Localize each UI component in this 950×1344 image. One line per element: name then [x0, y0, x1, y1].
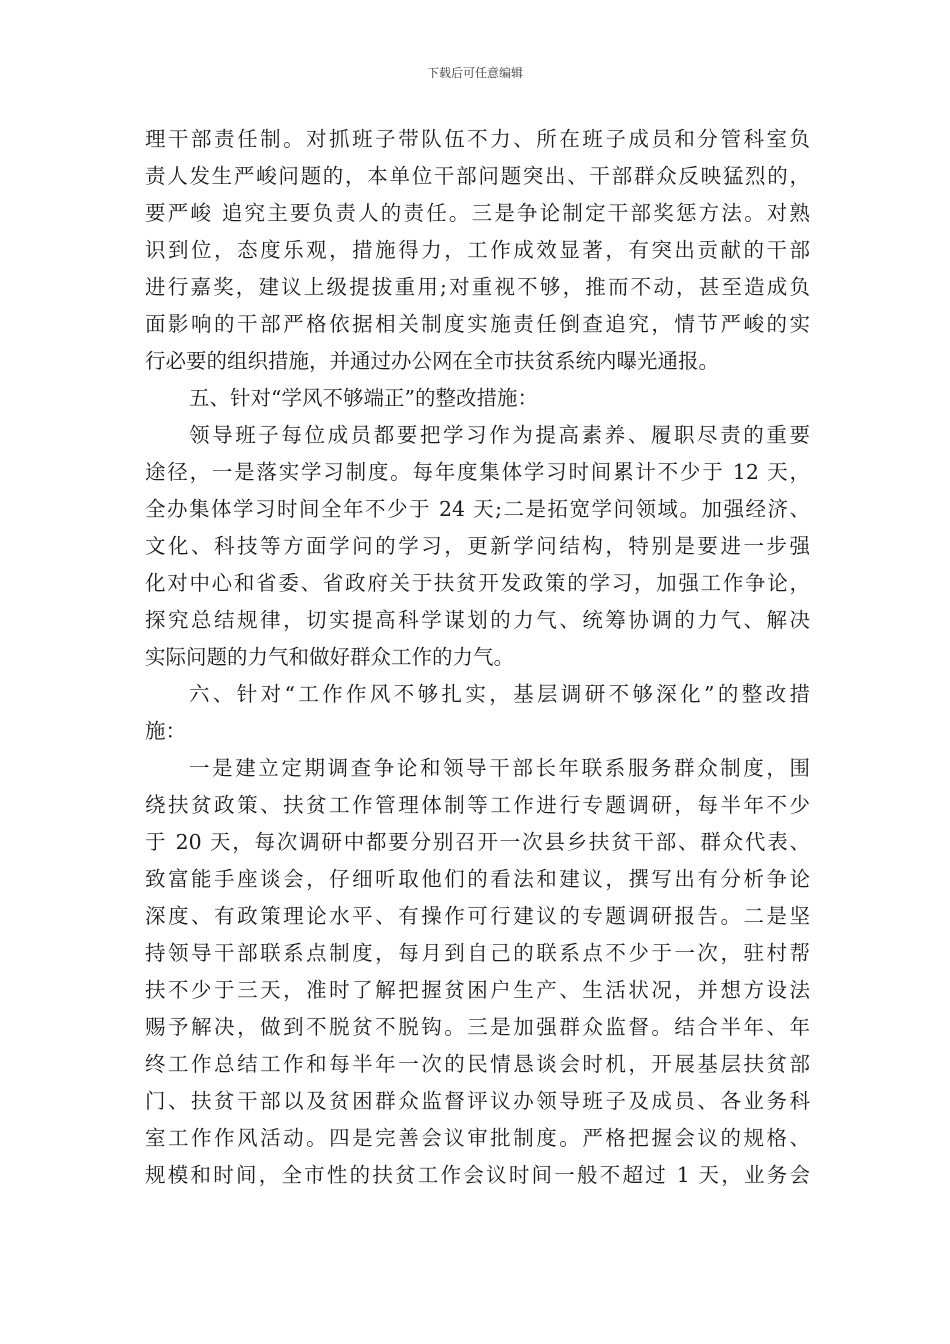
text-line: 室工作作风活动。四是完善会议审批制度。严格把握会议的规格、	[145, 1126, 810, 1150]
text-line: 持领导干部联系点制度，每月到自己的联系点不少于一次，驻村帮	[145, 941, 810, 965]
text-line: 绕扶贫政策、扶贫工作管理体制等工作进行专题调研，每半年不少	[145, 793, 810, 817]
text-line: 探究总结规律，切实提高科学谋划的力气、统筹协调的力气、解决	[145, 608, 810, 632]
text-line: 门、扶贫干部以及贫困群众监督评议办领导班子及成员、各业务科	[145, 1089, 810, 1113]
text-line: 化对中心和省委、省政府关于扶贫开发政策的学习，加强工作争论，	[145, 571, 810, 595]
text-line: 要严峻 追究主要负责人的责任。三是争论制定干部奖惩方法。对熟	[145, 201, 810, 225]
text-line: 一是建立定期调查争论和领导干部长年联系服务群众制度，围	[189, 756, 810, 780]
text-line: 文化、科技等方面学问的学习，更新学问结构，特别是要进一步强	[145, 534, 810, 558]
text-line: 赐予解决，做到不脱贫不脱钩。三是加强群众监督。结合半年、年	[145, 1015, 810, 1039]
text-line: 行必要的组织措施，并通过办公网在全市扶贫系统内曝光通报。	[145, 349, 719, 373]
text-line: 领导班子每位成员都要把学习作为提高素养、履职尽责的重要	[189, 423, 810, 447]
text-line: 深度、有政策理论水平、有操作可行建议的专题调研报告。二是坚	[145, 904, 810, 928]
document-body	[145, 121, 810, 1194]
text-line: 理干部责任制。对抓班子带队伍不力、所在班子成员和分管科室负	[145, 127, 810, 151]
page-header: 下载后可任意编辑	[426, 66, 523, 80]
text-line: 面影响的干部严格依据相关制度实施责任倒查追究，情节严峻的实	[145, 312, 810, 336]
text-line: 规模和时间，全市性的扶贫工作会议时间一般不超过 1 天，业务会	[145, 1163, 810, 1187]
text-line: 终工作总结工作和每半年一次的民情恳谈会时机，开展基层扶贫部	[145, 1052, 810, 1076]
text-line: 进行嘉奖，建议上级提拔重用;对重视不够，推而不动，甚至造成负	[145, 275, 810, 299]
text-line: 全办集体学习时间全年不少于 24 天;二是拓宽学问领域。加强经济、	[145, 497, 810, 521]
text-line: 于 20 天，每次调研中都要分别召开一次县乡扶贫干部、群众代表、	[145, 830, 810, 854]
text-line: 六、针对“工作作风不够扎实，基层调研不够深化”的整改措	[189, 682, 810, 706]
text-line: 扶不少于三天，准时了解把握贫困户生产、生活状况，并想方设法	[145, 978, 810, 1002]
text-line: 责人发生严峻问题的，本单位干部问题突出、干部群众反映猛烈的，	[145, 164, 810, 188]
text-line: 实际问题的力气和做好群众工作的力气。	[145, 645, 514, 669]
text-line: 五、针对“学风不够端正”的整改措施：	[189, 386, 538, 410]
text-line: 致富能手座谈会，仔细听取他们的看法和建议，撰写出有分析争论	[145, 867, 810, 891]
text-line: 途径，一是落实学习制度。每年度集体学习时间累计不少于 12 天，	[145, 460, 810, 484]
text-line: 施：	[145, 719, 186, 743]
text-line: 识到位，态度乐观，措施得力，工作成效显著，有突出贡献的干部	[145, 238, 810, 262]
